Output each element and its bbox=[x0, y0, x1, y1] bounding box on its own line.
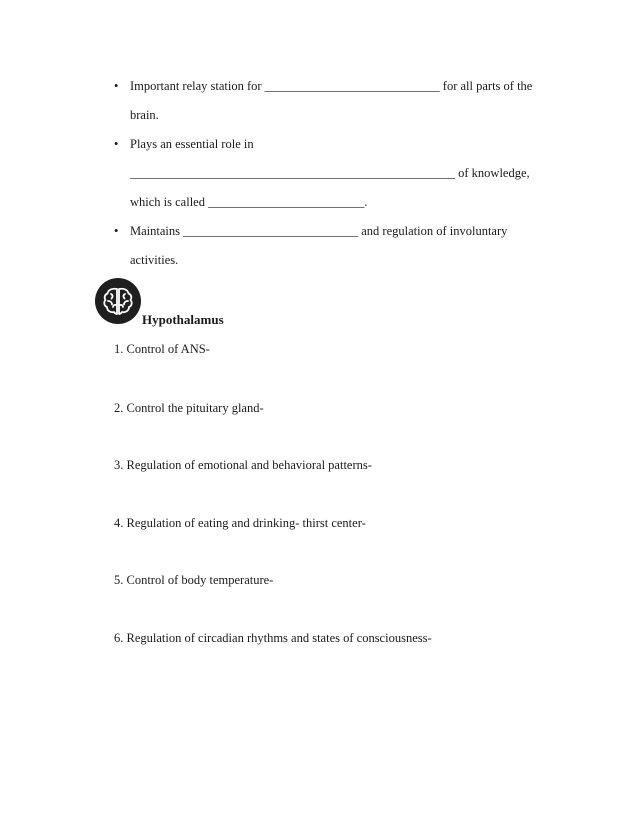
bullet-line: brain. bbox=[130, 108, 159, 122]
brain-icon-circle bbox=[95, 278, 141, 324]
list-item: 2. Control the pituitary gland- bbox=[114, 401, 264, 415]
list-item: 3. Regulation of emotional and behavioral patterns- bbox=[114, 458, 372, 472]
bullet-line: Maintains ____________________________ and regulation of involuntary bbox=[130, 224, 508, 238]
bullet-line: which is called _________________________. bbox=[130, 195, 368, 209]
bullet-line: ____________________________________________________ of knowledge, bbox=[130, 166, 530, 180]
list-item: 1. Control of ANS- bbox=[114, 342, 210, 356]
bullet-item bbox=[114, 217, 554, 275]
bullet-line: Important relay station for ____________________________ for all parts of the bbox=[130, 79, 533, 93]
list-item: 4. Regulation of eating and drinking- thirst center- bbox=[114, 516, 366, 530]
bullet-marker: • bbox=[114, 137, 119, 151]
bullet-marker: • bbox=[114, 224, 119, 238]
section-heading: Hypothalamus bbox=[142, 312, 224, 327]
bullet-line: activities. bbox=[130, 253, 179, 267]
list-item: 6. Regulation of circadian rhythms and states of consciousness- bbox=[114, 631, 432, 645]
bullet-item bbox=[114, 130, 554, 217]
bullet-marker: • bbox=[114, 79, 119, 93]
fill-in-bullet-list bbox=[114, 72, 554, 275]
list-item: 5. Control of body temperature- bbox=[114, 573, 274, 587]
brain-icon bbox=[94, 277, 142, 325]
bullet-item bbox=[114, 72, 554, 130]
bullet-line: Plays an essential role in bbox=[130, 137, 254, 151]
